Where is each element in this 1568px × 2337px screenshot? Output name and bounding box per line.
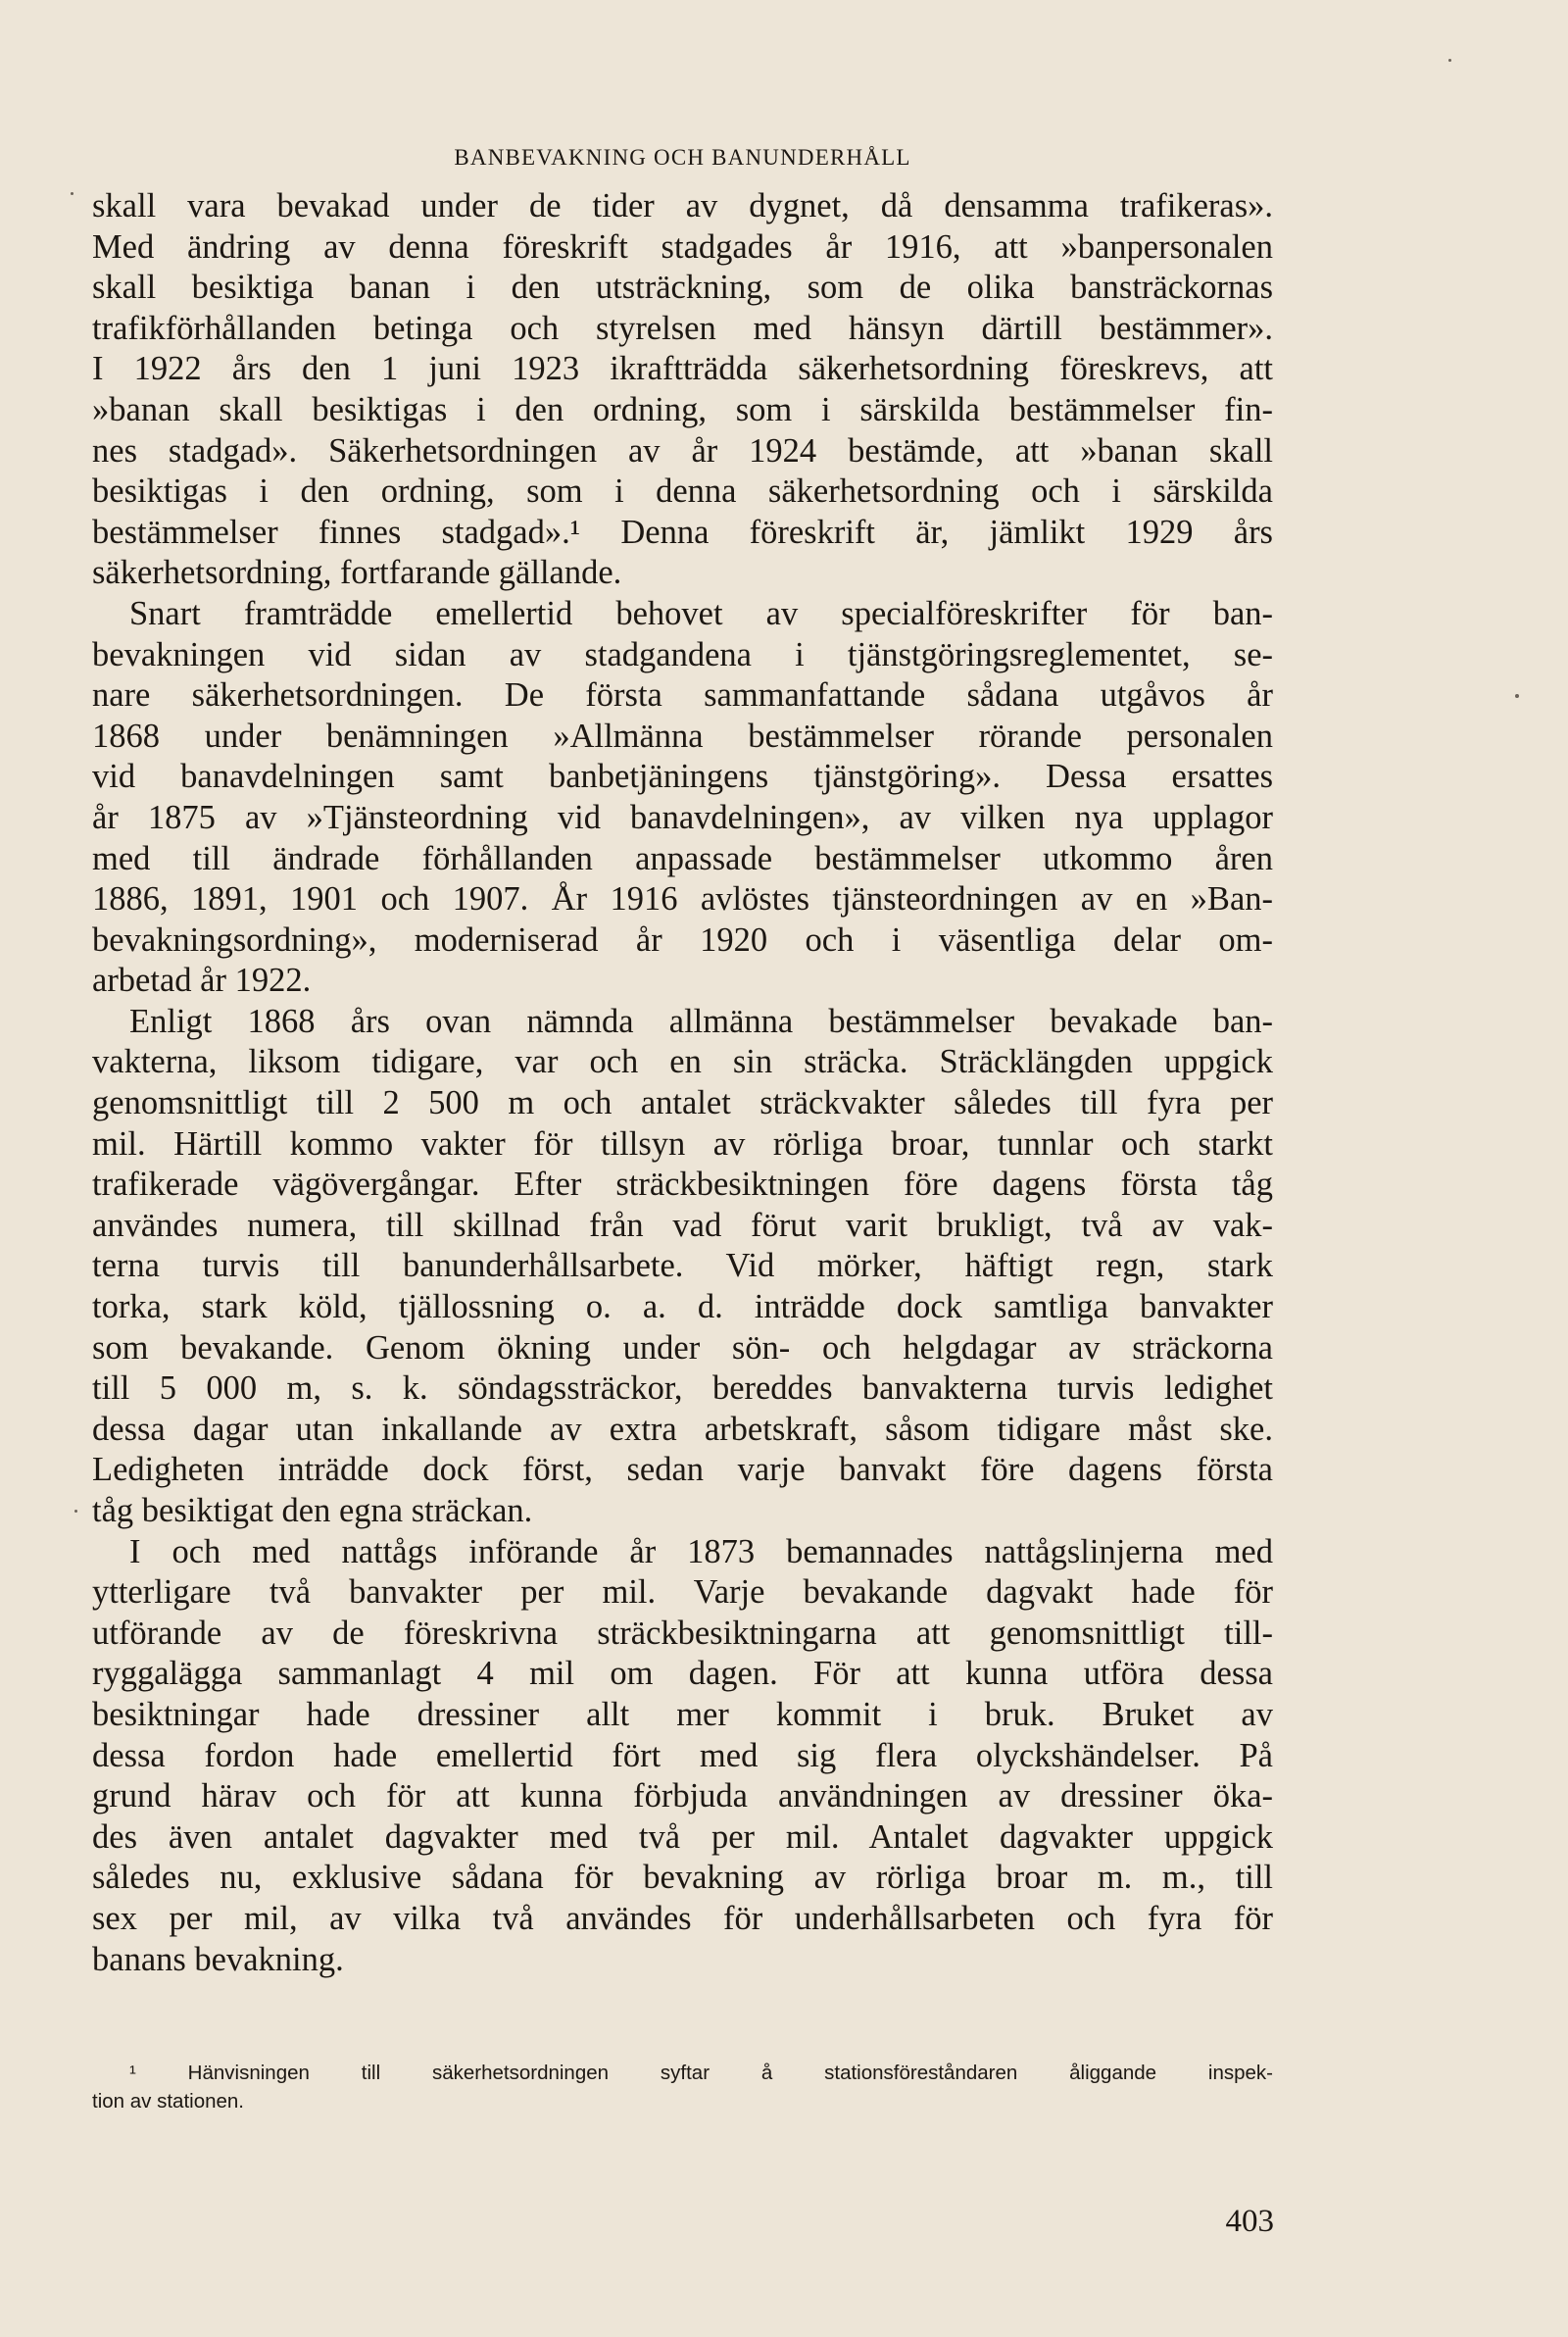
text-line: ytterligare två banvakter per mil. Varje bevakande dagvakt hade för (92, 1573, 1273, 1612)
text-line: vakterna, liksom tidigare, var och en sin sträcka. Sträcklängden uppgick (92, 1043, 1273, 1081)
text-line: skall besiktiga banan i den utsträckning, som de olika bansträckornas (92, 269, 1273, 307)
text-line: som bevakande. Genom ökning under sön- och helgdagar av sträckorna (92, 1328, 1273, 1367)
text-line: 1886, 1891, 1901 och 1907. År 1916 avlöstes tjänsteordningen av en »Ban- (92, 880, 1273, 919)
text-line: bevakningen vid sidan av stadgandena i tjänstgöringsreglementet, se- (92, 635, 1273, 673)
text-line: Med ändring av denna föreskrift stadgades år 1916, att »banpersonalen (92, 227, 1273, 266)
text-line: till 5 000 m, s. k. söndagssträckor, bereddes banvakterna turvis ledighet (92, 1369, 1273, 1408)
text-line: I och med nattågs införande år 1873 bemannades nattågslinjerna med (129, 1532, 1273, 1570)
text-line: I 1922 års den 1 juni 1923 ikraftträdda säkerhetsordning föreskrevs, att (92, 350, 1273, 388)
text-line: utförande av de föreskrivna sträckbesiktningarna att genomsnittligt till- (92, 1614, 1273, 1652)
text-line: trafikförhållanden betinga och styrelsen med hänsyn därtill bestämmer». (92, 309, 1273, 347)
paragraph-2 (92, 594, 1273, 1002)
text-line: besiktigas i den ordning, som i denna säkerhetsordning och i särskilda (92, 472, 1273, 511)
running-head: BANBEVAKNING OCH BANUNDERHÅLL (454, 145, 911, 170)
text-line: bevakningsordning», moderniserad år 1920 och i väsentliga delar om- (92, 920, 1273, 959)
text-line: Ledigheten inträdde dock först, sedan varje banvakt före dagens första (92, 1451, 1273, 1489)
text-line: des även antalet dagvakter med två per mil. Antalet dagvakter uppgick (92, 1817, 1273, 1856)
text-line: »banan skall besiktigas i den ordning, som i särskilda bestämmelser fin- (92, 390, 1273, 428)
text-line: nes stadgad». Säkerhetsordningen av år 1924 bestämde, att »banan skall (92, 431, 1273, 470)
footnote-line: ¹ Hänvisningen till säkerhetsordningen syftar å stationsföreståndaren åliggande inspek- (129, 2062, 1273, 2084)
text-line: dessa dagar utan inkallande av extra arbetskraft, såsom tidigare måst ske. (92, 1410, 1273, 1448)
text-line: torka, stark köld, tjällossning o. a. d. inträdde dock samtliga banvakter (92, 1288, 1273, 1326)
text-line: banans bevakning. (92, 1940, 344, 1978)
text-line: skall vara bevakad under de tider av dygnet, då densamma trafikeras». (92, 187, 1273, 224)
text-line: trafikerade vägövergångar. Efter sträckbesiktningen före dagens första tåg (92, 1166, 1273, 1204)
paragraph-3 (92, 1002, 1273, 1532)
text-line: år 1875 av »Tjänsteordning vid banavdelningen», av vilken nya upplagor (92, 798, 1273, 836)
text-line: således nu, exklusive sådana för bevakning av rörliga broar m. m., till (92, 1859, 1273, 1897)
paragraph-1 (92, 186, 1273, 594)
text-line: bestämmelser finnes stadgad».¹ Denna föreskrift är, jämlikt 1929 års (92, 513, 1273, 551)
body-text (92, 186, 1273, 1980)
text-line: tåg besiktigat den egna sträckan. (92, 1492, 533, 1529)
text-line: terna turvis till banunderhållsarbete. Vid mörker, häftigt regn, stark (92, 1247, 1273, 1285)
paragraph-4 (92, 1532, 1273, 1981)
text-line: mil. Härtill kommo vakter för tillsyn av rörliga broar, tunnlar och starkt (92, 1124, 1273, 1163)
text-line: ryggalägga sammanlagt 4 mil om dagen. För att kunna utföra dessa (92, 1655, 1273, 1693)
footnote (92, 2059, 1273, 2115)
text-line: nare säkerhetsordningen. De första sammanfattande sådana utgåvos år (92, 676, 1273, 715)
text-line: arbetad år 1922. (92, 962, 312, 1000)
text-line: besiktningar hade dressiner allt mer kommit i bruk. Bruket av (92, 1695, 1273, 1733)
text-line: med till ändrade förhållanden anpassade bestämmelser utkommo åren (92, 839, 1273, 877)
text-line: vid banavdelningen samt banbetjäningens tjänstgöring». Dessa ersattes (92, 758, 1273, 796)
text-line: genomsnittligt till 2 500 m och antalet sträckvakter således till fyra per (92, 1084, 1273, 1122)
text-line: användes numera, till skillnad från vad förut varit brukligt, två av vak- (92, 1206, 1273, 1244)
page-number: 403 (1225, 2204, 1274, 2239)
paper-speck (71, 192, 74, 195)
paper-speck (1515, 694, 1519, 698)
text-line: säkerhetsordning, fortfarande gällande. (92, 554, 622, 592)
text-line: 1868 under benämningen »Allmänna bestämmelser rörande personalen (92, 717, 1273, 755)
text-line: Snart framträdde emellertid behovet av specialföreskrifter för ban- (129, 594, 1273, 632)
footnote-line: tion av stationen. (92, 2090, 244, 2113)
text-line: grund härav och för att kunna förbjuda användningen av dressiner öka- (92, 1777, 1273, 1815)
paper-speck (1448, 59, 1451, 62)
text-line: dessa fordon hade emellertid fört med sig flera olyckshändelser. På (92, 1736, 1273, 1774)
text-line: Enligt 1868 års ovan nämnda allmänna bestämmelser bevakade ban- (129, 1002, 1273, 1040)
text-line: sex per mil, av vilka två användes för underhållsarbeten och fyra för (92, 1899, 1273, 1937)
paper-speck (74, 1510, 77, 1513)
